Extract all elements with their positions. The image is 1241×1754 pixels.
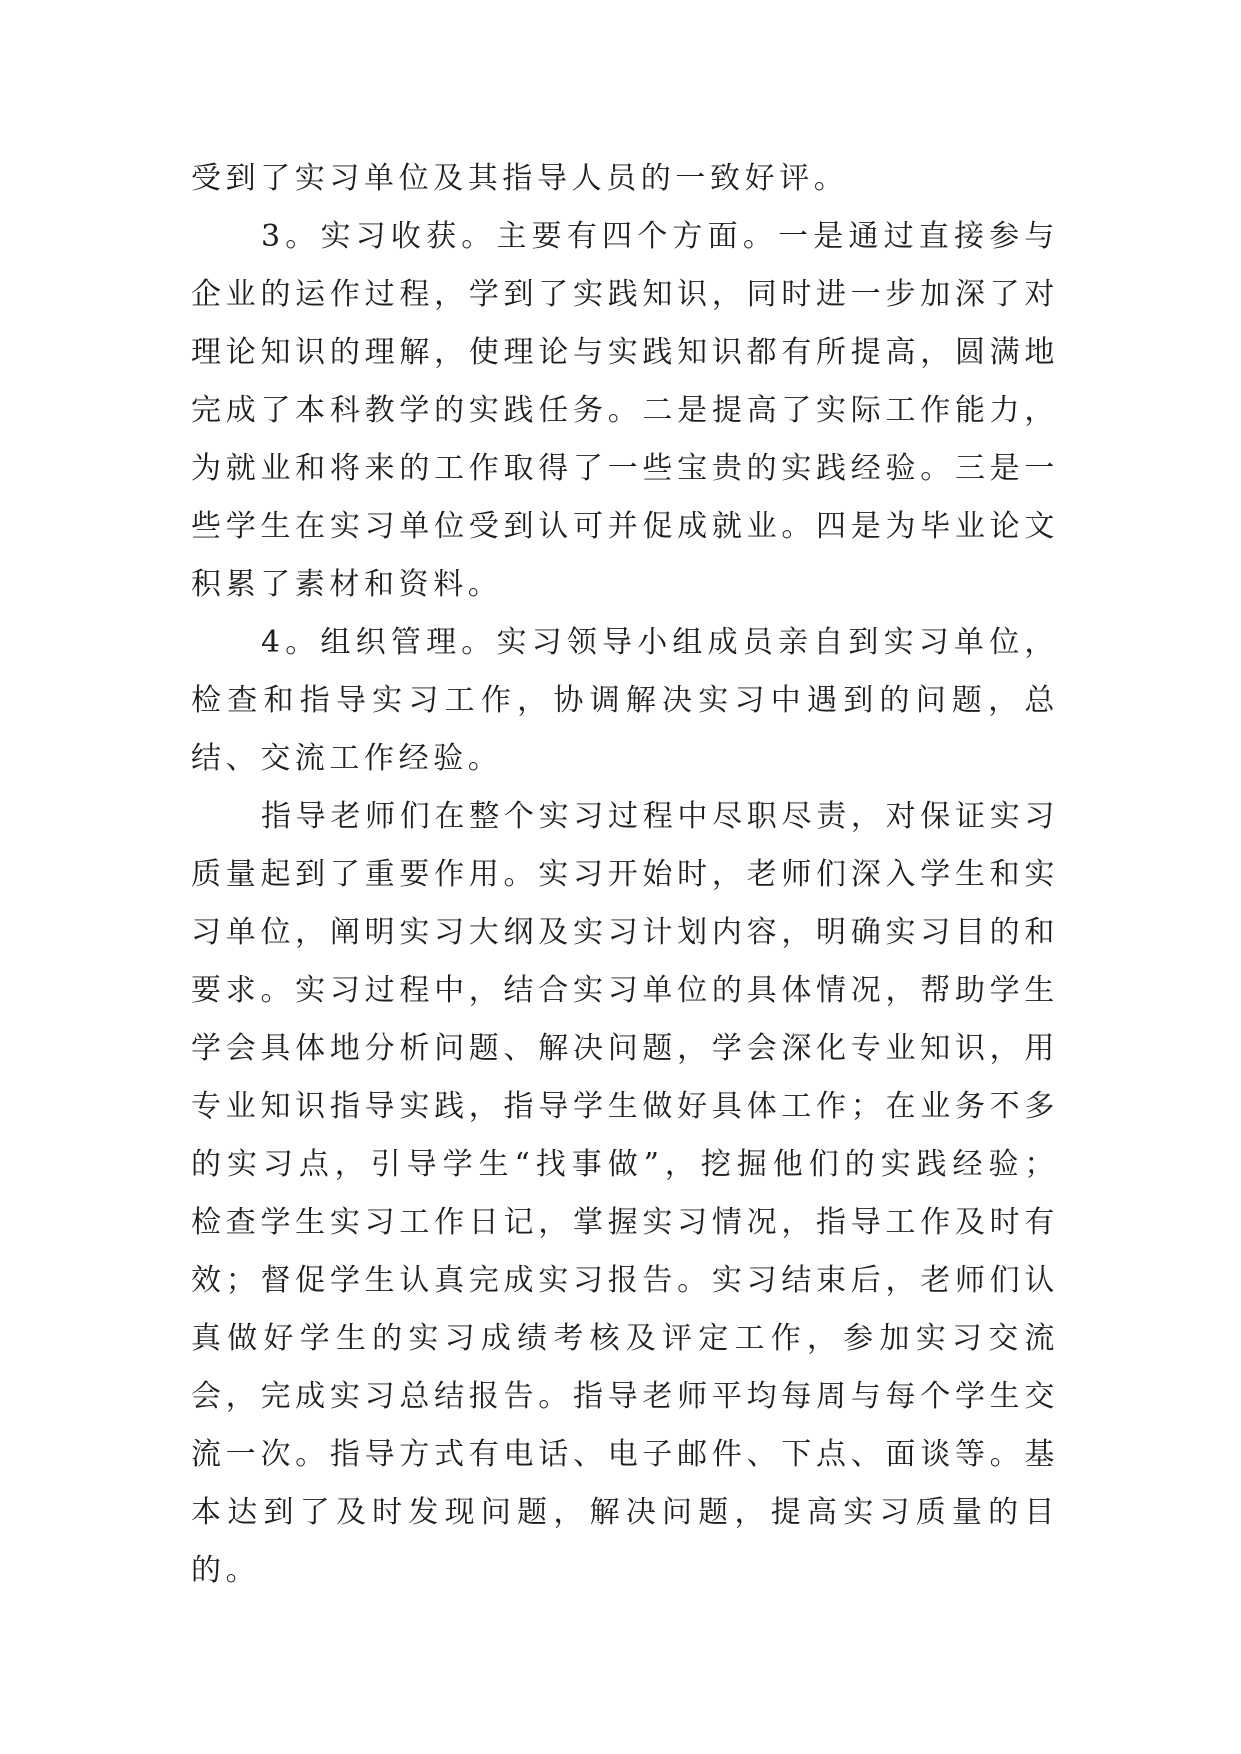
document-body [191, 150, 1059, 1600]
paragraph-organization-management: 4。组织管理。实习领导小组成员亲自到实习单位，检查和指导实习工作，协调解决实习中遇到的问题，总结、交流工作经验。 [191, 625, 1059, 776]
paragraph-instructor-role: 指导老师们在整个实习过程中尽职尽责，对保证实习质量起到了重要作用。实习开始时，老师们深入学生和实习单位，阐明实习大纲及实习计划内容，明确实习目的和要求。实习过程中，结合实习单位的具体情况，帮助学生学会具体地分析问题、解决问题，学会深化专业知识，用专业知识指导实践，指导学生做好具体工作；在业务不多的实习点，引导学生“找事做”，挖掘他们的实践经验；检查学生实习工作日记，掌握实习情况，指导工作及时有效；督促学生认真完成实习报告。实习结束后，老师们认真做好学生的实习成绩考核及评定工作，参加实习交流会，完成实习总结报告。指导老师平均每周与每个学生交流一次。指导方式有电话、电子邮件、下点、面谈等。基本达到了及时发现问题，解决问题，提高实习质量的目的。 [191, 799, 1059, 1588]
paragraph-internship-gains: 3。实习收获。主要有四个方面。一是通过直接参与企业的运作过程，学到了实践知识，同时进一步加深了对理论知识的理解，使理论与实践知识都有所提高，圆满地完成了本科教学的实践任务。二是提高了实际工作能力，为就业和将来的工作取得了一些宝贵的实践经验。三是一些学生在实习单位受到认可并促成就业。四是为毕业论文积累了素材和资料。 [191, 219, 1059, 602]
paragraph-continuation: 受到了实习单位及其指导人员的一致好评。 [191, 161, 849, 196]
